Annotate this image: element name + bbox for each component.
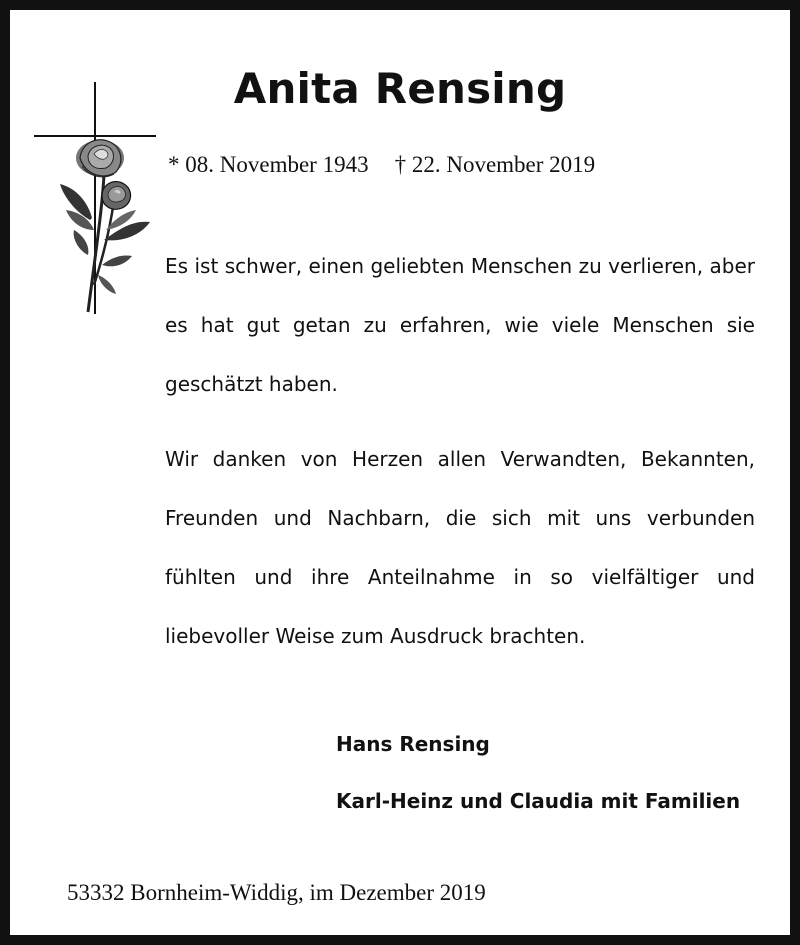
place-and-date: 53332 Bornheim-Widdig, im Dezember 2019 xyxy=(67,880,486,905)
cross-with-roses-icon xyxy=(32,80,162,320)
signers-block xyxy=(336,716,740,830)
death-date: † 22. November 2019 xyxy=(394,152,596,177)
deceased-name: Anita Rensing xyxy=(233,64,567,113)
signer-name: Hans Rensing xyxy=(336,732,490,756)
birth-date: * 08. November 1943 xyxy=(168,152,369,177)
thanks-paragraph: Wir danken von Herzen allen Verwandten, Bekannten, Freunden und Nachbarn, die sich mit uns verbunden fühlten und ihre Anteilnahme in so vielfältiger und liebevoller Weise zum Ausdruck brachten. xyxy=(165,447,755,648)
message-paragraph-1: Es ist schwer, einen geliebten Menschen zu verlieren, aber es hat gut getan zu erfahren, wie viele Menschen sie geschätzt haben. xyxy=(165,254,755,396)
life-dates xyxy=(168,152,595,178)
signer-name: Karl-Heinz und Claudia mit Familien xyxy=(336,789,741,813)
